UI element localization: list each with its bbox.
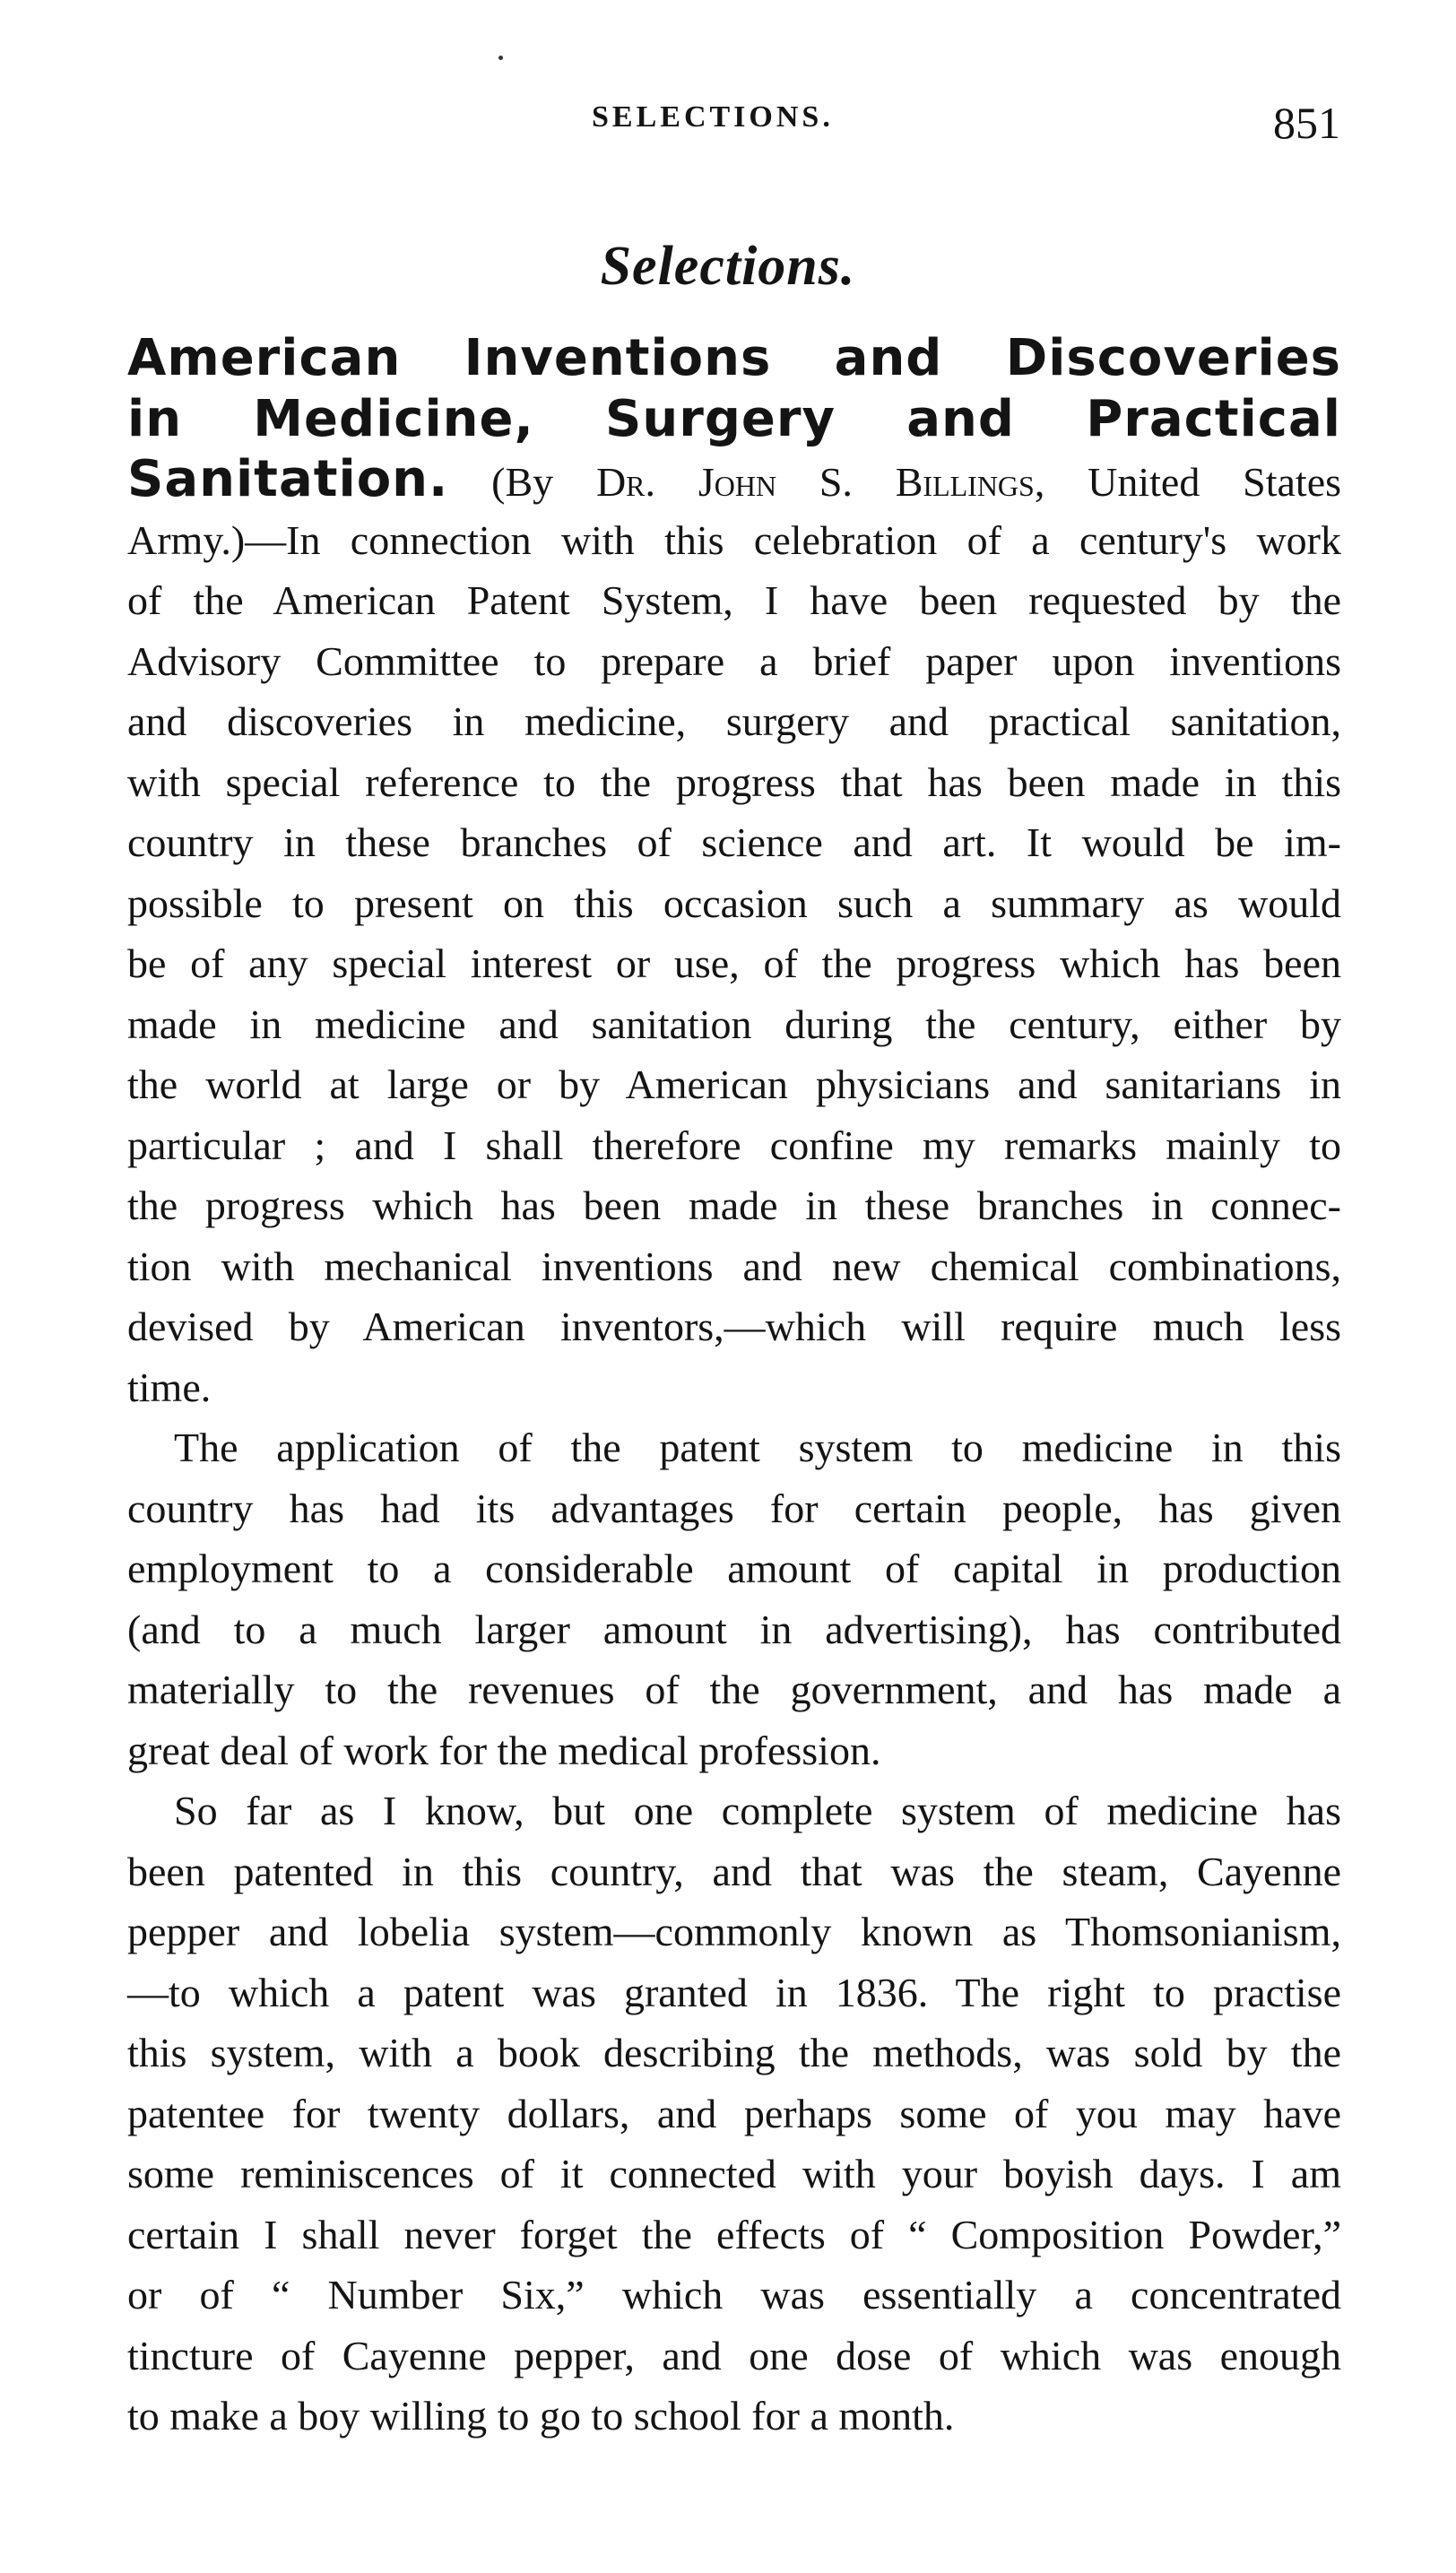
article-body bbox=[127, 328, 1341, 2447]
paragraph-line: Army.)—In connection with this celebration of a century's work bbox=[127, 516, 1341, 563]
paragraph-line: time. bbox=[127, 1364, 212, 1410]
paragraph-line: So far as I know, but one complete system of medicine has bbox=[174, 1788, 1341, 1833]
paragraph-line: with special reference to the progress that has been made in this bbox=[127, 758, 1341, 805]
section-heading: Selections. bbox=[600, 236, 856, 297]
paragraph-line: (and to a much larger amount in advertising), has contributed bbox=[127, 1606, 1341, 1652]
paragraph-line: to make a boy willing to go to school for a month. bbox=[127, 2393, 955, 2439]
paragraph-line: or of “ Number Six,” which was essentially a concentrated bbox=[127, 2272, 1341, 2317]
paragraph-line: particular ; and I shall therefore confine my remarks mainly to bbox=[127, 1122, 1341, 1168]
paragraph-3 bbox=[127, 1780, 1341, 2447]
paragraph-line: the progress which has been made in these branches in connec- bbox=[127, 1183, 1341, 1228]
running-title: SELECTIONS. bbox=[592, 100, 834, 134]
paragraph-line: pepper and lobelia system—commonly known as Thomsonianism, bbox=[127, 1909, 1341, 1954]
paragraph-line: some reminiscences of it connected with your boyish days. I am bbox=[127, 2151, 1341, 2196]
paragraph-line: country has had its advantages for certain people, has given bbox=[127, 1485, 1341, 1531]
paragraph-line: materially to the revenues of the government, and has made a bbox=[127, 1667, 1341, 1712]
page-number: 851 bbox=[1273, 98, 1340, 148]
article-title-line-2: in Medicine, Surgery and Practical bbox=[127, 389, 1341, 448]
paragraph-line: employment to a considerable amount of capital in production bbox=[127, 1546, 1341, 1591]
paragraph-line: devised by American inventors,—which will require much less bbox=[127, 1304, 1341, 1349]
article-title-byline-line bbox=[127, 449, 1341, 510]
paragraph-line: —to which a patent was granted in 1836. The right to practise bbox=[127, 1969, 1341, 2015]
article-title-end: Sanitation. bbox=[127, 450, 449, 508]
paragraph-line: The application of the patent system to medicine in this bbox=[174, 1425, 1341, 1470]
byline-close: , United States bbox=[1034, 459, 1342, 505]
paragraph-line: made in medicine and sanitation during the century, either by bbox=[127, 1001, 1341, 1047]
byline-open: (By bbox=[491, 459, 596, 505]
paragraph-1 bbox=[127, 510, 1341, 1418]
paragraph-line: great deal of work for the medical profession. bbox=[127, 1727, 881, 1773]
paragraph-line: Advisory Committee to prepare a brief paper upon inventions bbox=[127, 637, 1341, 684]
paragraph-line: of the American Patent System, I have been requested by the bbox=[127, 577, 1341, 623]
print-speck bbox=[498, 56, 503, 60]
paragraph-line: this system, with a book describing the methods, was sold by the bbox=[127, 2030, 1341, 2075]
paragraph-line: possible to present on this occasion such a summary as would bbox=[127, 879, 1341, 926]
paragraph-line: patentee for twenty dollars, and perhaps some of you may have bbox=[127, 2090, 1341, 2136]
article-title-line-1: American Inventions and Discoveries bbox=[127, 329, 1341, 387]
paragraph-line: country in these branches of science and art. It would be im- bbox=[127, 819, 1341, 865]
paragraph-2 bbox=[127, 1417, 1341, 1780]
paragraph-line: tion with mechanical inventions and new chemical combinations, bbox=[127, 1243, 1341, 1289]
paragraph-line: and discoveries in medicine, surgery and practical sanitation, bbox=[127, 698, 1341, 744]
paragraph-line: certain I shall never forget the effects of “ Composition Powder,” bbox=[127, 2211, 1341, 2257]
paragraph-line: tincture of Cayenne pepper, and one dose of which was enough bbox=[127, 2332, 1341, 2378]
paragraph-line: be of any special interest or use, of the progress which has been bbox=[127, 940, 1341, 986]
paragraph-line: the world at large or by American physicians and sanitarians in bbox=[127, 1061, 1341, 1107]
author-name: Dr. John S. Billings bbox=[595, 459, 1035, 505]
paragraph-line: been patented in this country, and that was the steam, Cayenne bbox=[127, 1848, 1341, 1894]
